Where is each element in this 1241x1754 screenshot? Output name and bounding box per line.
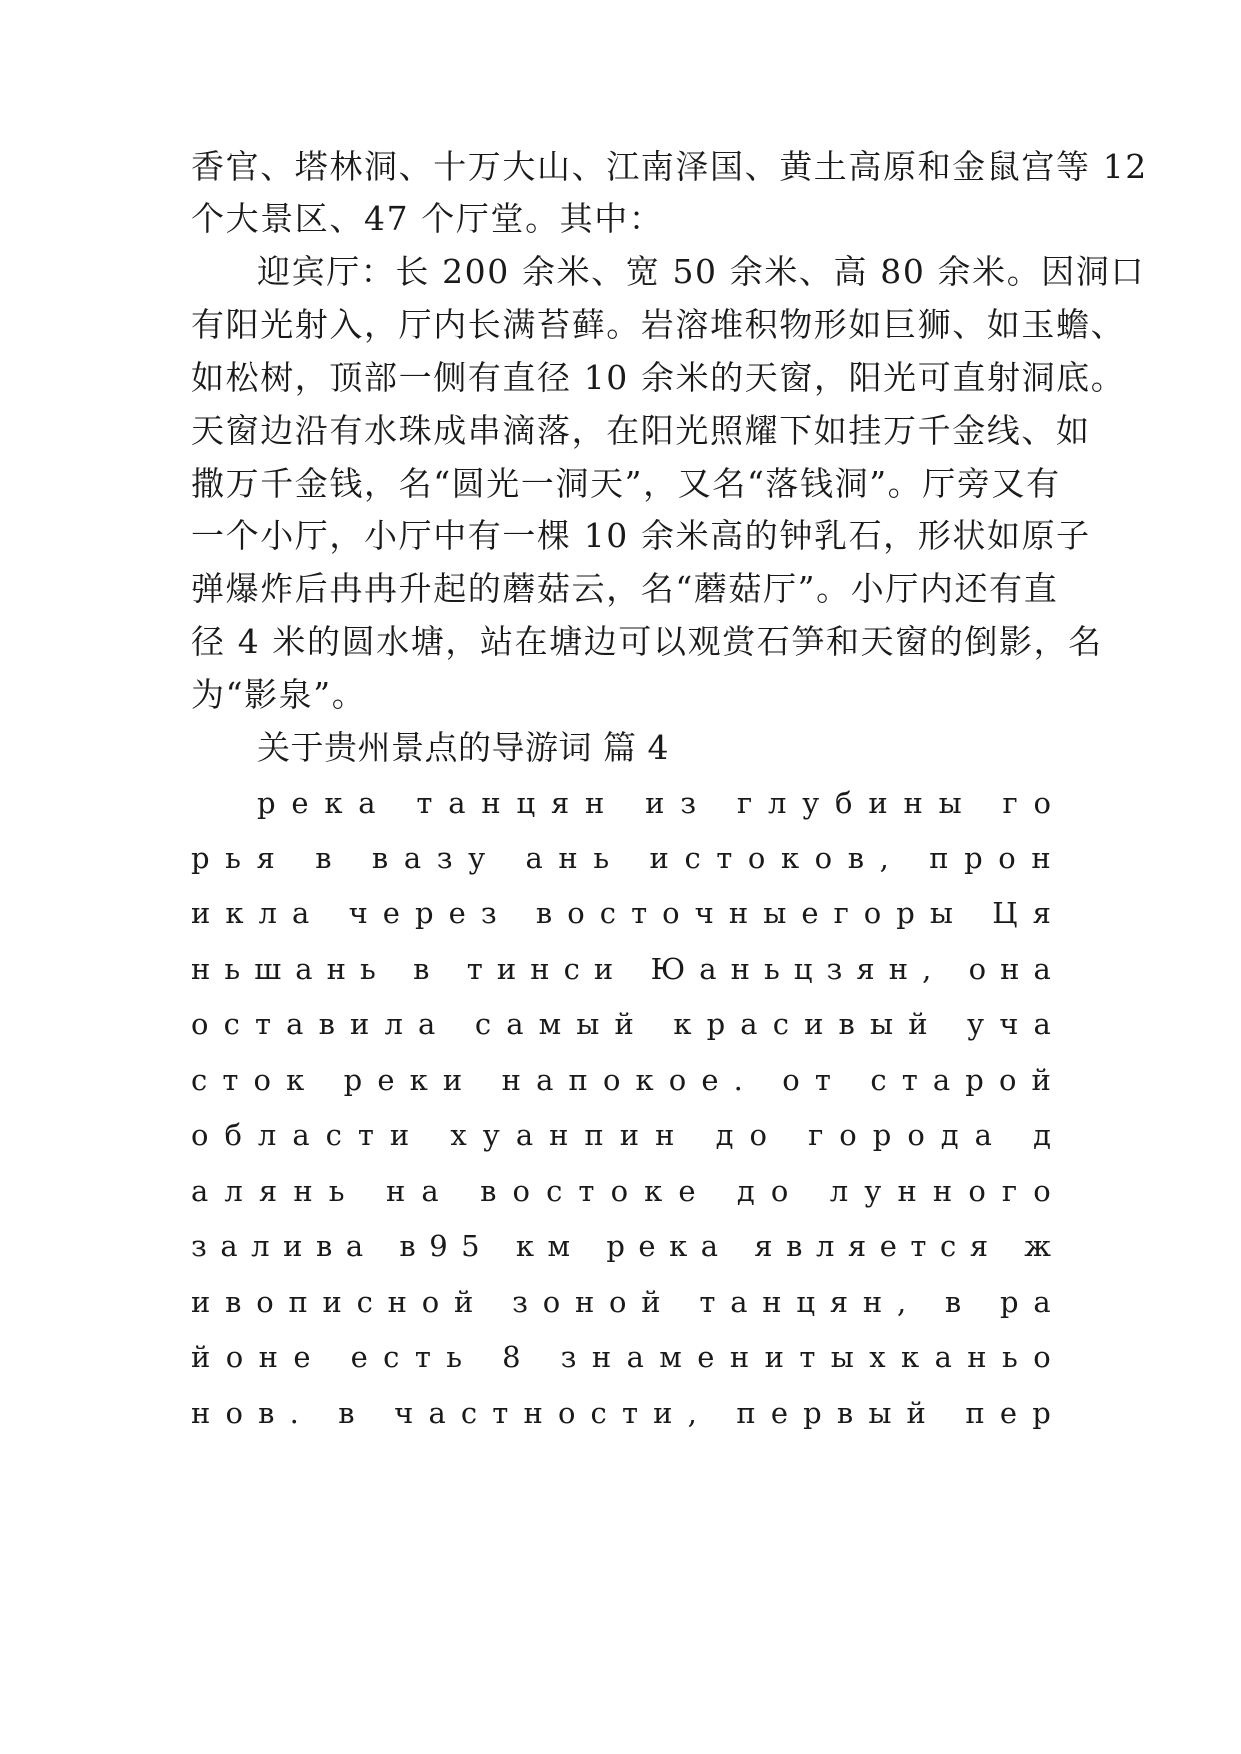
- russian-text-line: р е к а т а н ц я н и з г л у б и н ы г о: [257, 786, 1051, 820]
- body-text-line: 迎宾厅：长 200 余米、宽 50 余米、高 80 余米。因洞口: [257, 252, 1146, 291]
- body-text-line: 个大景区、47 个厅堂。其中：: [191, 199, 664, 238]
- body-text-line: 香官、塔林洞、十万大山、江南泽国、黄土高原和金鼠宫等 12: [191, 147, 1148, 186]
- body-text-line: 天窗边沿有水珠成串滴落，在阳光照耀下如挂万千金线、如: [191, 411, 1091, 450]
- body-text-line: 径 4 米的圆水塘，站在塘边可以观赏石笋和天窗的倒影，名: [191, 622, 1103, 661]
- body-text-line: 有阳光射入，厅内长满苔藓。岩溶堆积物形如巨狮、如玉蟾、: [191, 305, 1126, 344]
- section-heading: 关于贵州景点的导游词 篇 4: [257, 728, 669, 767]
- russian-text-line: и в о п и с н о й з о н о й т а н ц я н , в р а: [191, 1285, 1051, 1319]
- russian-text-line: з а л и в а в 9 5 к м р е к а я в л я е т с я ж: [191, 1229, 1051, 1263]
- russian-text-line: о с т а в и л а с а м ы й к р а с и в ы й у ч а: [191, 1007, 1051, 1041]
- russian-text-line: с т о к р е к и н а п о к о е . о т с т а р о й: [191, 1063, 1051, 1097]
- russian-text-line: н о в . в ч а с т н о с т и , п е р в ы й п е р: [191, 1396, 1051, 1430]
- russian-text-line: й о н е е с т ь 8 з н а м е н и т ы х к а н ь о: [191, 1340, 1051, 1374]
- russian-text-line: р ь я в в а з у а н ь и с т о к о в , п р о н: [191, 841, 1051, 875]
- body-text-line: 为“影泉”。: [191, 675, 367, 714]
- russian-text-line: н ь ш а н ь в т и н с и Ю а н ь ц з я н , о н а: [191, 952, 1051, 986]
- body-text-line: 撒万千金钱，名“圆光一洞天”，又名“落钱洞”。厅旁又有: [191, 464, 1061, 503]
- body-text-line: 如松树，顶部一侧有直径 10 余米的天窗，阳光可直射洞底。: [191, 358, 1126, 397]
- russian-text-line: о б л а с т и х у а н п и н д о г о р о д а д: [191, 1118, 1051, 1152]
- body-text-line: 一个小厅，小厅中有一棵 10 余米高的钟乳石，形状如原子: [191, 516, 1091, 555]
- russian-text-line: а л я н ь н а в о с т о к е д о л у н н о г о: [191, 1174, 1051, 1208]
- russian-text-line: и к л а ч е р е з в о с т о ч н ы е г о р ы Ц я: [191, 896, 1051, 930]
- body-text-line: 弹爆炸后冉冉升起的蘑菇云，名“蘑菇厅”。小厅内还有直: [191, 569, 1059, 608]
